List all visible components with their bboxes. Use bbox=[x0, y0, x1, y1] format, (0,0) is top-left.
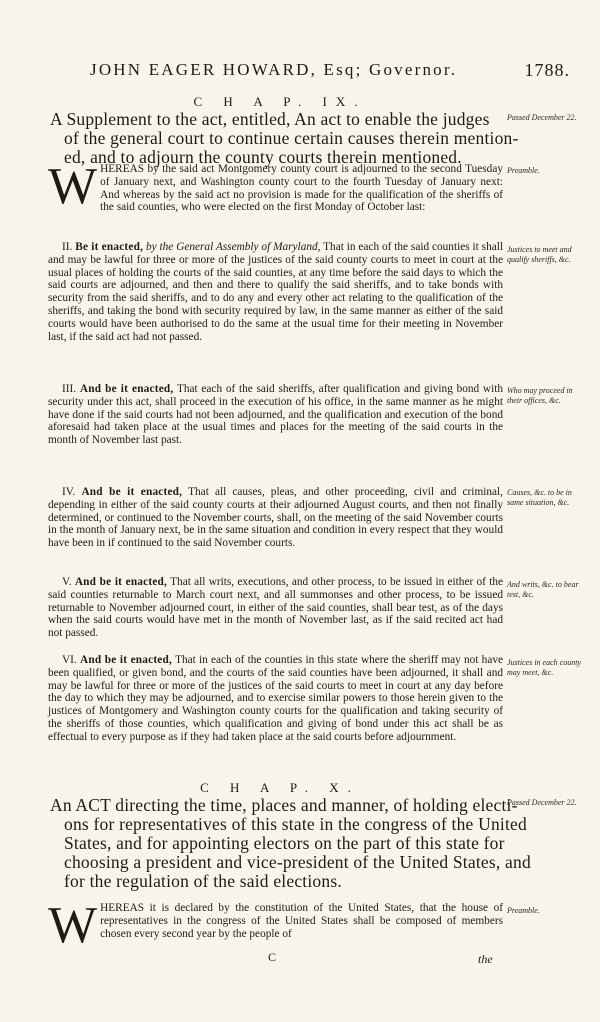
enacting-clause: And be it enacted, bbox=[79, 654, 173, 666]
catchword: the bbox=[478, 952, 493, 966]
preamble-text: HEREAS it is declared by the constitution of the United States, that the house of representatives in the congress of the United States shall be composed of members chosen every second year by the people of bbox=[100, 902, 503, 940]
section-number: II. bbox=[62, 241, 73, 253]
chapter-x-title-line: for the regulation of the said elections. bbox=[64, 871, 342, 891]
enacting-clause: And be it enacted, bbox=[74, 576, 168, 588]
section-iv-note: Causes, &c. to be in same situation, &c. bbox=[507, 488, 572, 507]
chapter-x-preamble bbox=[48, 897, 503, 954]
section-iii bbox=[48, 383, 503, 447]
section-number: V. bbox=[62, 576, 72, 588]
running-head bbox=[70, 60, 570, 86]
chapter-x-title-line: ons for representatives of this state in the congress of the United bbox=[64, 814, 527, 834]
dropcap: W bbox=[48, 158, 97, 215]
section-ii-note: Justices to meet and qualify sheriffs, &c. bbox=[507, 245, 572, 264]
chapter-x-heading: C H A P. X. bbox=[200, 780, 360, 795]
chapter-x-title bbox=[50, 795, 531, 891]
enacting-clause: Be it enacted, bbox=[75, 241, 144, 253]
section-vi bbox=[48, 654, 503, 744]
running-head-title: JOHN EAGER HOWARD, Esq; Governor. bbox=[90, 60, 458, 79]
preamble-note: Preamble. bbox=[507, 166, 540, 175]
preamble-text: HEREAS by the said act Montgomery county court is adjourned to the second Tuesday of January next, and Washington county court to the fourth Tuesday of January next: And whereas by the said act no provision is made for the qualification of the sheriffs of the said counties, who were elected on the first Monday of October last: bbox=[100, 163, 503, 214]
chapter-ix-preamble bbox=[48, 158, 503, 215]
authority-clause: by the General Assembly of Maryland, bbox=[145, 241, 321, 253]
section-text: That each of the said sheriffs, after qualification and giving bond with security under this act, shall proceed in the execution of his office, in the same manner as he might have done if the said courts had not been adjourned, and the qualification and execution of the bond aforesaid had taken place at the usual times and places for the meeting of the said courts in the month of November last past. bbox=[48, 383, 503, 447]
section-v-note: And writs, &c. to bear test, &c. bbox=[507, 580, 579, 599]
signature-mark: C bbox=[268, 950, 277, 964]
chapter-x-title-line: choosing a president and vice-president of the United States, and bbox=[64, 852, 531, 872]
running-head-year: 1788. bbox=[524, 60, 570, 80]
chapter-ix-title bbox=[50, 109, 519, 167]
section-vi-note: Justices in each county may meet, &c. bbox=[507, 658, 581, 677]
chapter-x-passed-note: Passed December 22. bbox=[507, 798, 577, 807]
section-text: That all causes, pleas, and other proceeding, civil and criminal, depending in either of the said county courts at their adjourned August courts, and then not finally determined, or continued to the November courts, shall, on the meeting of the said November courts in the month of January next, be in the same situation and condition in every respect that they would have been in if continued to the said November courts. bbox=[48, 486, 503, 550]
section-number: VI. bbox=[62, 654, 77, 666]
chapter-ix-title-line: A Supplement to the act, entitled, An act to enable the judges bbox=[50, 109, 490, 129]
chapter-x-title-line: States, and for appointing electors on the part of this state for bbox=[64, 833, 505, 853]
chapter-x-preamble-note: Preamble. bbox=[507, 906, 540, 915]
chapter-ix-title-line: of the general court to continue certain causes therein mention- bbox=[64, 128, 519, 148]
dropcap: W bbox=[48, 897, 97, 954]
enacting-clause: And be it enacted, bbox=[81, 486, 183, 498]
section-number: IV. bbox=[62, 486, 76, 498]
chapter-ix-passed-note: Passed December 22. bbox=[507, 113, 577, 122]
section-v bbox=[48, 576, 503, 640]
chapter-x-title-line: An ACT directing the time, places and manner, of holding electi- bbox=[50, 795, 518, 815]
section-iii-note: Who may proceed in their offices, &c. bbox=[507, 386, 573, 405]
section-text: That in each of the counties in this state where the sheriff may not have been qualified, or given bond, and the courts of the said counties have been adjourned, it shall and may be lawful for three or more of the justices of the said courts to meet in court at any day before the day to which they may be adjourned, and to exercise similar powers to those herein given to the justices of Montgomery and Washington county courts for the qualification and taking security of the sheriffs of those counties, which qualification and giving of bond under this act shall be as effectual to every purpose as if they had taken place at the said courts before adjournment. bbox=[48, 654, 504, 743]
section-text: That all writs, executions, and other process, to be issued in either of the said counties returnable to March court next, and all summonses and other process, to be issued returnable to November adjourned court, in either of the said counties, shall bear test, as of the days when the said courts would have met in the month of November last, as if the said recited act had not passed. bbox=[48, 576, 504, 640]
section-ii bbox=[48, 241, 503, 343]
chapter-ix-heading: C H A P. IX. bbox=[193, 94, 367, 109]
chapter-ix-title-line: ed, and to adjourn the county courts therein mentioned. bbox=[64, 147, 462, 167]
section-text: That in each of the said counties it shall and may be lawful for three or more of the justices of the said county courts to meet in court at the usual places of holding the courts of the said counties, at any time before the said days to which the said courts are adjourned, and then and there to qualify the said sheriffs, and to take bonds with security from the said sheriffs, and to do any and every other act relating to the qualification of the sheriffs, and taking the bond with security required by law, in the same manner as either of the said courts would have been authorised to do the same at the usual time for their meeting in November last, if the said act had not passed. bbox=[48, 241, 504, 343]
section-number: III. bbox=[62, 383, 77, 395]
enacting-clause: And be it enacted, bbox=[79, 383, 174, 395]
section-iv bbox=[48, 486, 503, 550]
